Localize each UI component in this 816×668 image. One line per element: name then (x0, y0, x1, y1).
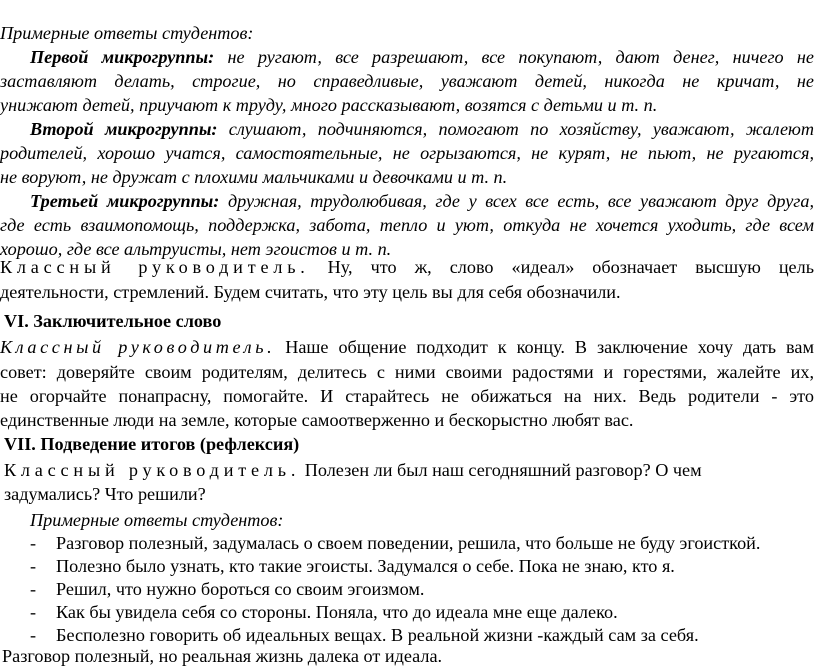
ideal-line-2 (0, 279, 814, 305)
second-group-text-1: слушают, подчиняются, помогают по хозяйству, уважают, жалеют (217, 119, 815, 139)
second-group-line-3 (0, 165, 814, 189)
section-7-text-1: Полезен ли был наш сегодняшний разговор? О чем (300, 460, 702, 480)
list-item (30, 531, 816, 555)
sample-answers-heading (0, 21, 814, 45)
answer-text: Бесполезно говорить об идеальных вещах. В реальной жизни -каждый сам за себя. (56, 625, 699, 645)
third-group-line-1 (30, 189, 814, 213)
answer-text: Полезно было узнать, кто такие эгоисты. Задумался о себе. Пока не знаю, кто я. (56, 556, 675, 576)
answer-text: Разговор полезный, задумалась о своем поведении, решила, что больше не буду эгоисткой. (56, 533, 761, 553)
section-6-heading (4, 308, 816, 334)
list-item (30, 623, 816, 647)
section-7-text-2: задумались? Что решили? (4, 484, 206, 504)
final-answer-text: Разговор полезный, но реальная жизнь далека от идеала. (2, 646, 443, 666)
second-group-text-2: родителей, хорошо учатся, самостоятельные, не огрызаются, не курят, не пьют, не ругаются, (0, 143, 814, 163)
answer-text: Как бы увидела себя со стороны. Поняла, что до идеала мне еще далеко. (56, 602, 618, 622)
first-group-text-2: заставляют делать, строгие, но справедливые, уважают детей, никогда не кричат, не (0, 71, 814, 91)
list-dash: - (30, 556, 37, 576)
first-group-label: Первой микрогруппы: (30, 47, 215, 67)
section-6-line-4 (0, 407, 814, 433)
list-dash: - (30, 625, 37, 645)
ideal-text-1: Ну, что ж, слово «идеал» обозначает высшую цель (309, 257, 814, 277)
third-group-text-2: где есть взаимопомощь, поддержка, забота, тепло и уют, откуда не хочется уходить, где всем (0, 215, 814, 235)
first-group-text-1: не ругают, все разрешают, все покупают, дают денег, ничего не (214, 47, 814, 67)
second-group-line-1 (30, 117, 814, 141)
section-6-line-3 (0, 383, 814, 409)
list-dash: - (30, 602, 37, 622)
teacher-label: Классный руководитель. (0, 257, 310, 277)
second-group-label: Второй микрогруппы: (30, 119, 218, 139)
list-dash: - (30, 533, 37, 553)
third-group-label: Третьей микрогруппы: (30, 191, 220, 211)
ideal-text-2: деятельности, стремлений. Будем считать, что эту цель вы для себя обозначили. (0, 282, 621, 302)
teacher-label: Классный руководитель. (4, 460, 301, 480)
section-6-line-1 (0, 334, 814, 360)
section-6-title: VI. Заключительное слово (4, 311, 222, 331)
section-6-text-4: единственные люди на земле, которые самоотверженно и бескорыстно любят вас. (0, 410, 634, 430)
section-7-title: VII. Подведение итогов (рефлексия) (4, 434, 300, 454)
teacher-label: Классный руководитель. (0, 337, 276, 357)
answer-text: Решил, что нужно бороться со своим эгоизмом. (56, 579, 425, 599)
section-6-text-2: совет: доверяйте своим родителям, делитесь с ними своими радостями и горестями, жалейте их, (0, 362, 814, 382)
first-group-line-2 (0, 69, 814, 93)
section-7-answers-heading (30, 508, 816, 532)
list-item (30, 577, 816, 601)
second-group-text-3: не воруют, не дружат с плохими мальчиками и девочками и т. п. (0, 167, 508, 187)
section-7-answers-label: Примерные ответы студентов: (30, 510, 284, 530)
section-7-line-1 (4, 457, 816, 483)
section-7-heading (4, 431, 816, 457)
section-6-line-2 (0, 359, 814, 385)
list-item (30, 600, 816, 624)
first-group-line-3 (0, 93, 814, 117)
third-group-text-3: хорошо, где все альтруисты, нет эгоистов и т. п. (0, 239, 392, 259)
third-group-text-1: дружная, трудолюбивая, где у всех все есть, все уважают друг друга, (219, 191, 815, 211)
section-7-line-2 (4, 481, 816, 507)
section-6-text-1: Наше общение подходит к концу. В заключение хочу дать вам (275, 337, 814, 357)
ideal-line-1 (0, 254, 814, 280)
third-group-line-2 (0, 213, 814, 237)
list-item (30, 554, 816, 578)
first-group-text-3: унижают детей, приучают к труду, много рассказывают, возятся с детьми и т. п. (0, 95, 658, 115)
list-dash: - (30, 579, 37, 599)
first-group-line-1 (30, 45, 814, 69)
second-group-line-2 (0, 141, 814, 165)
final-answer (2, 645, 816, 668)
section-6-text-3: не огорчайте понапрасну, помогайте. И старайтесь не обижаться на них. Ведь родители - это (0, 386, 814, 406)
sample-answers-label: Примерные ответы студентов: (0, 23, 254, 43)
